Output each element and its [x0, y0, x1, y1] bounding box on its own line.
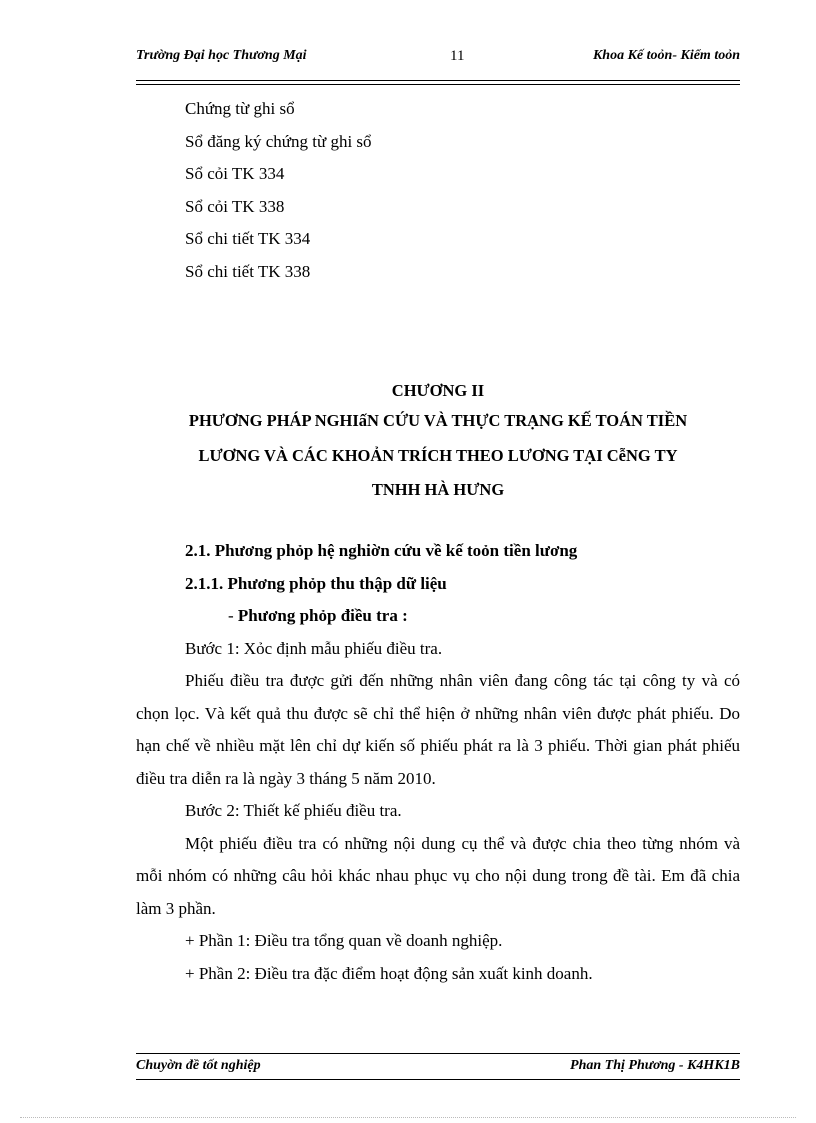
- paragraph: Phiếu điều tra được gửi đến những nhân viên đang công tác tại công ty và có chọn lọc. Và kết quả thu được sẽ chỉ thể hiện ở những nhân viên được phát phiếu. Do hạn chế về nhiều mặt lên chỉ dự kiến số phiếu phát ra là 3 phiếu. Thời gian phát phiếu điều tra diễn ra là ngày 3 tháng 5 năm 2010.: [136, 671, 740, 788]
- chapter-subtitle-line: TNHH HÀ HƯNG: [371, 480, 505, 499]
- method-label: Phương phỏp điều tra :: [237, 606, 408, 625]
- list-item: Sổ đăng ký chứng từ ghi sổ: [185, 131, 372, 151]
- subsection-heading: 2.1.1. Phương phỏp thu thập dữ liệu: [185, 573, 447, 593]
- footer-thesis-label: Chuyờn đề tốt nghiệp: [136, 1058, 261, 1073]
- paragraph: Một phiếu điều tra có những nội dung cụ thể và được chia theo từng nhóm và mỗi nhóm có những câu hỏi khác nhau phục vụ cho nội dung trong đề tài. Em đã chia làm 3 phần.: [136, 833, 740, 918]
- chapter-subtitle-line: LƯƠNG VÀ CÁC KHOẢN TRÍCH THEO LƯƠNG TẠI CễNG TY: [198, 445, 678, 465]
- list-item: Sổ cỏi TK 338: [185, 196, 285, 216]
- footer-author: Phan Thị Phương - K4HK1B: [570, 1058, 740, 1073]
- step-two: Bước 2: Thiết kế phiếu điều tra.: [185, 801, 402, 820]
- ledger-list: [185, 93, 372, 288]
- method-line: [136, 600, 740, 633]
- list-item: Sổ chi tiết TK 338: [185, 261, 311, 281]
- chapter-subtitle-line: PHƯƠNG PHÁP NGHIấN CỨU VÀ THỰC TRẠNG KẾ TOÁN TIỀN: [188, 411, 688, 430]
- section-body: [136, 535, 740, 990]
- page-header: [136, 48, 740, 68]
- list-item: Chứng từ ghi sổ: [185, 99, 295, 118]
- part-two: + Phần 2: Điều tra đặc điểm hoạt động sản xuất kinh doanh.: [185, 963, 593, 983]
- chapter-heading: [136, 378, 740, 508]
- page-number: 11: [450, 48, 465, 64]
- header-rule-thin: [136, 84, 740, 85]
- chapter-title: CHƯƠNG II: [391, 381, 485, 400]
- header-faculty: Khoa Kế toỏn- Kiểm toỏn: [592, 48, 740, 63]
- list-item: Sổ chi tiết TK 334: [185, 229, 311, 248]
- step-one: Bước 1: Xỏc định mẫu phiếu điều tra.: [185, 638, 443, 658]
- page-footer: [136, 1058, 740, 1078]
- header-rule-thick: [136, 80, 740, 81]
- footer-rule-thick: [136, 1053, 740, 1054]
- page-edge-divider: [20, 1117, 796, 1118]
- part-one: + Phần 1: Điều tra tổng quan về doanh nghiệp.: [185, 931, 503, 950]
- method-prefix: -: [228, 606, 238, 625]
- header-university: Trường Đại học Thương Mại: [136, 48, 307, 63]
- footer-rule-thin: [136, 1079, 740, 1080]
- list-item: Sổ cỏi TK 334: [185, 164, 285, 183]
- section-heading: 2.1. Phương phỏp hệ nghiờn cứu về kế toỏn tiền lương: [185, 541, 578, 560]
